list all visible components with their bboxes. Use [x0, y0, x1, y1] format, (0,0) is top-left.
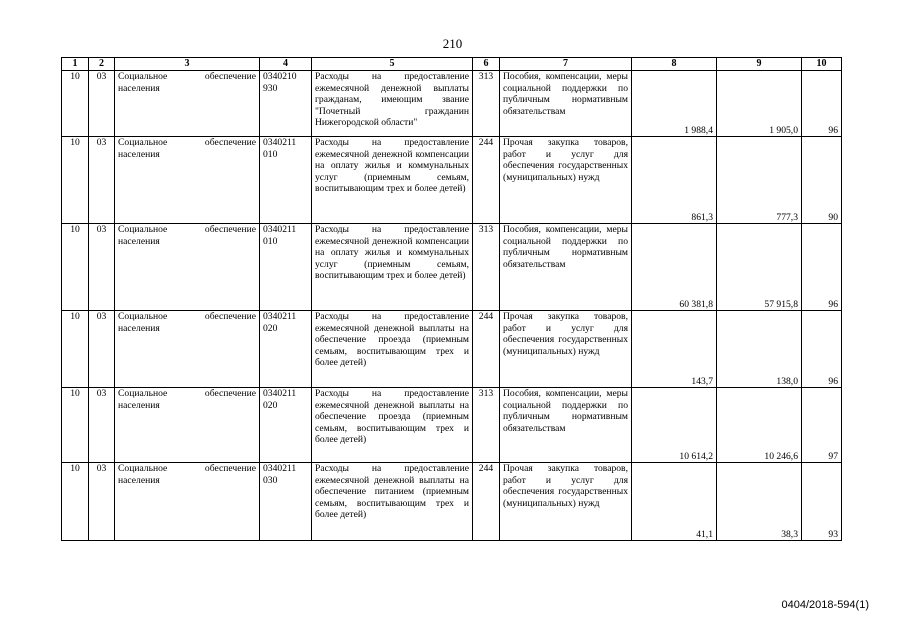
- target-code-cell: 0340211 020: [260, 311, 312, 388]
- table-row: [62, 137, 842, 224]
- execution-percent-cell: 97: [802, 388, 842, 463]
- section-cell: 10: [62, 463, 89, 541]
- column-header: 9: [717, 58, 802, 71]
- column-header: 7: [500, 58, 632, 71]
- column-header: 2: [89, 58, 115, 71]
- planned-amount-cell: 60 381,8: [632, 224, 717, 311]
- section-name-cell: Социальное обеспечение населения: [115, 71, 260, 137]
- column-header: 6: [473, 58, 500, 71]
- executed-amount-cell: 38,3: [717, 463, 802, 541]
- table-row: [62, 463, 842, 541]
- expense-description-cell: Расходы на предоставление ежемесячной денежной выплаты гражданам, имеющим звание "Почетный гражданин Нижегородской области": [312, 71, 473, 137]
- expense-type-code-cell: 313: [473, 71, 500, 137]
- planned-amount-cell: 1 988,4: [632, 71, 717, 137]
- header-row: [62, 58, 842, 71]
- section-name-cell: Социальное обеспечение населения: [115, 388, 260, 463]
- planned-amount-cell: 10 614,2: [632, 388, 717, 463]
- subsection-cell: 03: [89, 137, 115, 224]
- expense-type-name-cell: Пособия, компенсации, меры социальной поддержки по публичным нормативным обязательствам: [500, 71, 632, 137]
- executed-amount-cell: 57 915,8: [717, 224, 802, 311]
- table-row: [62, 224, 842, 311]
- section-cell: 10: [62, 71, 89, 137]
- executed-amount-cell: 138,0: [717, 311, 802, 388]
- subsection-cell: 03: [89, 388, 115, 463]
- section-name-cell: Социальное обеспечение населения: [115, 137, 260, 224]
- table-row: [62, 311, 842, 388]
- planned-amount-cell: 41,1: [632, 463, 717, 541]
- subsection-cell: 03: [89, 224, 115, 311]
- expense-type-code-cell: 313: [473, 388, 500, 463]
- planned-amount-cell: 861,3: [632, 137, 717, 224]
- target-code-cell: 0340211 020: [260, 388, 312, 463]
- column-header: 4: [260, 58, 312, 71]
- subsection-cell: 03: [89, 311, 115, 388]
- section-name-cell: Социальное обеспечение населения: [115, 311, 260, 388]
- table-row: [62, 388, 842, 463]
- expense-description-cell: Расходы на предоставление ежемесячной денежной компенсации на оплату жилья и коммунальных услуг (приемным семьям, воспитывающим трех и более детей): [312, 137, 473, 224]
- expense-type-code-cell: 244: [473, 137, 500, 224]
- expense-type-code-cell: 244: [473, 311, 500, 388]
- expense-description-cell: Расходы на предоставление ежемесячной денежной компенсации на оплату жилья и коммунальных услуг (приемным семьям, воспитывающим трех и более детей): [312, 224, 473, 311]
- expense-type-code-cell: 244: [473, 463, 500, 541]
- section-cell: 10: [62, 137, 89, 224]
- subsection-cell: 03: [89, 463, 115, 541]
- expense-description-cell: Расходы на предоставление ежемесячной денежной выплаты на обеспечение проезда (приемным семьям, воспитывающим трех и более детей): [312, 388, 473, 463]
- section-name-cell: Социальное обеспечение населения: [115, 463, 260, 541]
- subsection-cell: 03: [89, 71, 115, 137]
- budget-table: [61, 57, 842, 541]
- executed-amount-cell: 1 905,0: [717, 71, 802, 137]
- target-code-cell: 0340211 010: [260, 224, 312, 311]
- column-header: 5: [312, 58, 473, 71]
- target-code-cell: 0340211 010: [260, 137, 312, 224]
- execution-percent-cell: 90: [802, 137, 842, 224]
- document-code: 0404/2018-594(1): [781, 599, 869, 611]
- column-header: 1: [62, 58, 89, 71]
- execution-percent-cell: 93: [802, 463, 842, 541]
- expense-description-cell: Расходы на предоставление ежемесячной денежной выплаты на обеспечение проезда (приемным семьям, воспитывающим трех и более детей): [312, 311, 473, 388]
- execution-percent-cell: 96: [802, 224, 842, 311]
- target-code-cell: 0340210 930: [260, 71, 312, 137]
- column-header: 8: [632, 58, 717, 71]
- section-cell: 10: [62, 388, 89, 463]
- executed-amount-cell: 777,3: [717, 137, 802, 224]
- page-number: 210: [442, 36, 463, 51]
- expense-type-code-cell: 313: [473, 224, 500, 311]
- section-cell: 10: [62, 224, 89, 311]
- column-header: 10: [802, 58, 842, 71]
- execution-percent-cell: 96: [802, 311, 842, 388]
- expense-type-name-cell: Прочая закупка товаров, работ и услуг для обеспечения государственных (муниципальных) нужд: [500, 137, 632, 224]
- executed-amount-cell: 10 246,6: [717, 388, 802, 463]
- column-header: 3: [115, 58, 260, 71]
- section-name-cell: Социальное обеспечение населения: [115, 224, 260, 311]
- execution-percent-cell: 96: [802, 71, 842, 137]
- section-cell: 10: [62, 311, 89, 388]
- expense-type-name-cell: Прочая закупка товаров, работ и услуг для обеспечения государственных (муниципальных) нужд: [500, 463, 632, 541]
- target-code-cell: 0340211 030: [260, 463, 312, 541]
- expense-type-name-cell: Пособия, компенсации, меры социальной поддержки по публичным нормативным обязательствам: [500, 388, 632, 463]
- table-row: [62, 71, 842, 137]
- expense-description-cell: Расходы на предоставление ежемесячной денежной выплаты на обеспечение питанием (приемным семьям, воспитывающим трех и более детей): [312, 463, 473, 541]
- expense-type-name-cell: Прочая закупка товаров, работ и услуг для обеспечения государственных (муниципальных) нужд: [500, 311, 632, 388]
- planned-amount-cell: 143,7: [632, 311, 717, 388]
- expense-type-name-cell: Пособия, компенсации, меры социальной поддержки по публичным нормативным обязательствам: [500, 224, 632, 311]
